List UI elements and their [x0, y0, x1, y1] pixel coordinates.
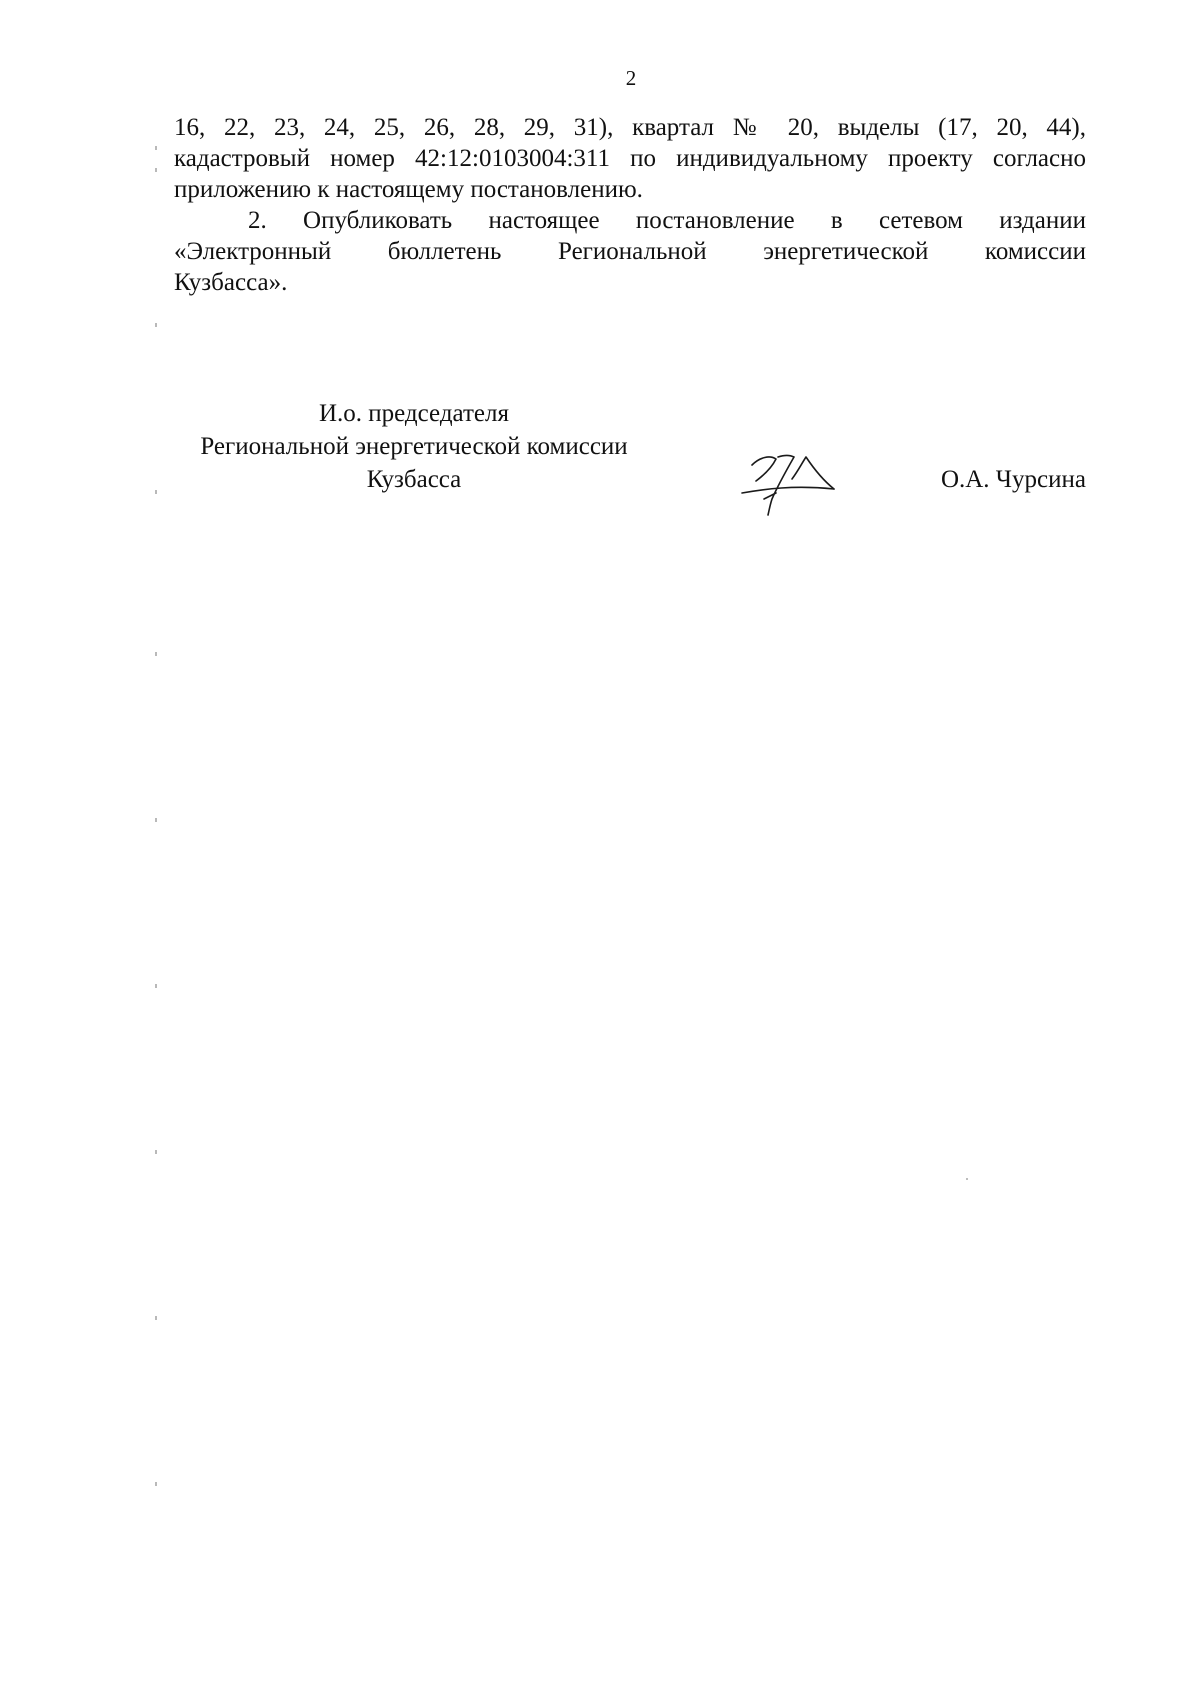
scan-mark — [155, 323, 157, 327]
text-line: приложению к настоящему постановлению. — [174, 176, 643, 203]
paragraph-2-publish — [174, 205, 1086, 298]
scan-mark — [155, 146, 157, 150]
paragraph-1-continuation — [174, 112, 1086, 205]
scan-speck — [966, 1178, 968, 1180]
scan-mark — [155, 984, 157, 988]
page-number: 2 — [625, 66, 637, 90]
signer-position-line: Кузбасса — [366, 466, 462, 493]
handwritten-signature — [734, 449, 844, 519]
text-line: 2. Опубликовать настоящее постановление в сетевом издании — [248, 207, 1086, 234]
scan-mark — [155, 168, 157, 172]
signer-position-line: Региональной энергетической комиссии — [200, 433, 628, 460]
text-line: Кузбасса». — [174, 269, 288, 296]
scan-mark — [155, 490, 157, 494]
scan-margin-marks — [155, 0, 157, 1698]
text-line: 16, 22, 23, 24, 25, 26, 28, 29, 31), квартал № 20, выделы (17, 20, 44), — [174, 114, 1086, 141]
text-line: «Электронный бюллетень Региональной энергетической комиссии — [174, 238, 1086, 265]
scan-mark — [155, 1316, 157, 1320]
scan-mark — [155, 818, 157, 822]
document-body — [174, 112, 1086, 298]
signer-position-line: И.о. председателя — [318, 400, 509, 427]
text-line: кадастровый номер 42:12:0103004:311 по индивидуальному проекту согласно — [174, 145, 1086, 172]
signature-block — [174, 397, 1086, 507]
scan-mark — [155, 652, 157, 656]
scan-mark — [155, 1150, 157, 1154]
scan-mark — [155, 1482, 157, 1486]
signer-name: О.А. Чурсина — [940, 466, 1086, 493]
signer-position — [174, 397, 654, 496]
